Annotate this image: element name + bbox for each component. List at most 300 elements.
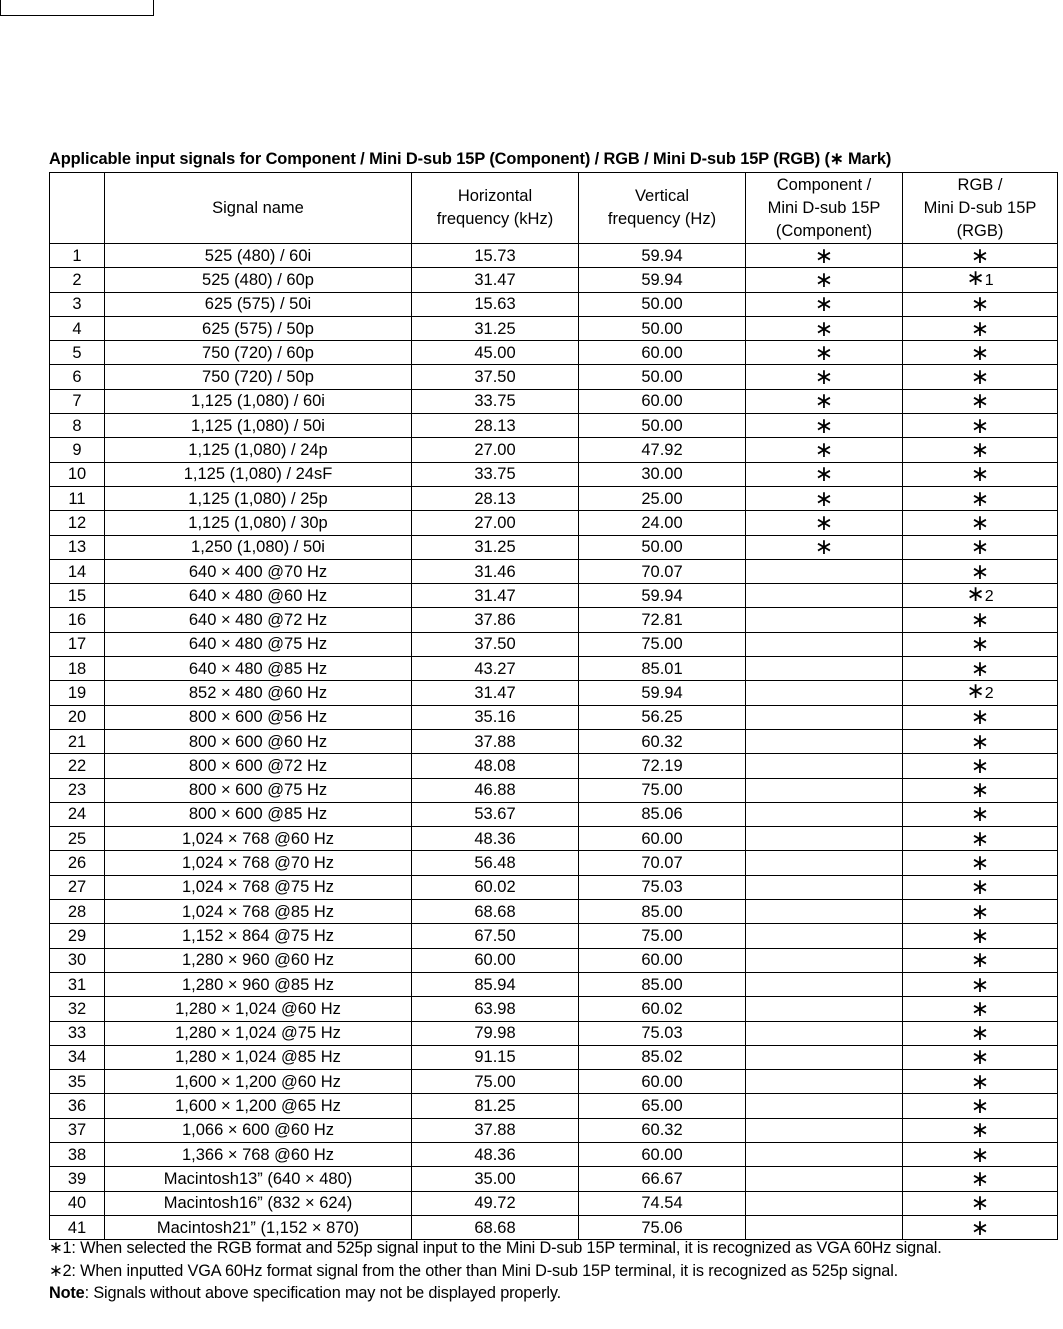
footnote-note	[49, 1282, 942, 1305]
cell-component-mark	[746, 1045, 903, 1069]
cell-no: 10	[50, 462, 105, 486]
table-row	[50, 632, 1058, 656]
table-row	[50, 1142, 1058, 1166]
cell-signal-name: 1,125 (1,080) / 24sF	[105, 462, 412, 486]
table-row	[50, 462, 1058, 486]
cell-rgb-mark: ∗	[903, 365, 1058, 389]
cell-component-mark: ∗	[746, 511, 903, 535]
cell-vertical-frequency: 74.54	[579, 1191, 746, 1215]
table-row	[50, 1021, 1058, 1045]
cell-component-mark	[746, 1142, 903, 1166]
cell-horizontal-frequency: 67.50	[412, 924, 579, 948]
cell-rgb-mark: ∗	[903, 900, 1058, 924]
cell-vertical-frequency: 47.92	[579, 438, 746, 462]
cell-signal-name: 640 × 480 @60 Hz	[105, 584, 412, 608]
table-row	[50, 1118, 1058, 1142]
cell-signal-name: 625 (575) / 50p	[105, 316, 412, 340]
cell-vertical-frequency: 70.07	[579, 559, 746, 583]
signal-table	[49, 172, 1058, 1240]
header-hfreq-line1: Horizontal	[457, 187, 533, 205]
cell-rgb-mark: ∗	[903, 414, 1058, 438]
cell-rgb-mark: ∗	[903, 924, 1058, 948]
table-row	[50, 268, 1058, 292]
footnotes	[49, 1237, 942, 1305]
cell-horizontal-frequency: 27.00	[412, 511, 579, 535]
cell-horizontal-frequency: 33.75	[412, 462, 579, 486]
cell-horizontal-frequency: 27.00	[412, 438, 579, 462]
cell-signal-name: Macintosh13” (640 × 480)	[105, 1167, 412, 1191]
cell-horizontal-frequency: 35.16	[412, 705, 579, 729]
cell-no: 13	[50, 535, 105, 559]
cell-rgb-mark: ∗	[903, 948, 1058, 972]
cell-horizontal-frequency: 31.25	[412, 316, 579, 340]
table-row	[50, 389, 1058, 413]
cell-no: 5	[50, 341, 105, 365]
cell-signal-name: 800 × 600 @75 Hz	[105, 778, 412, 802]
cell-no: 3	[50, 292, 105, 316]
cell-no: 26	[50, 851, 105, 875]
cell-signal-name: 1,280 × 1,024 @85 Hz	[105, 1045, 412, 1069]
cell-no: 41	[50, 1215, 105, 1239]
table-caption: Applicable input signals for Component / Mini D-sub 15P (Component) / RGB / Mini D-sub 15P (RGB) (∗ Mark)	[49, 150, 892, 168]
cell-vertical-frequency: 60.00	[579, 948, 746, 972]
cell-component-mark	[746, 729, 903, 753]
header-rgb	[903, 173, 1058, 244]
cell-no: 15	[50, 584, 105, 608]
cell-vertical-frequency: 72.19	[579, 754, 746, 778]
cell-no: 4	[50, 316, 105, 340]
cell-no: 1	[50, 244, 105, 268]
header-vfreq-line2: frequency (Hz)	[607, 210, 717, 228]
cell-signal-name: 800 × 600 @56 Hz	[105, 705, 412, 729]
cell-vertical-frequency: 75.00	[579, 924, 746, 948]
cell-rgb-mark: ∗	[903, 1094, 1058, 1118]
cell-no: 21	[50, 729, 105, 753]
cell-vertical-frequency: 70.07	[579, 851, 746, 875]
cell-vertical-frequency: 85.06	[579, 802, 746, 826]
cell-rgb-mark: ∗	[903, 462, 1058, 486]
cell-vertical-frequency: 75.03	[579, 875, 746, 899]
header-comp-line2: Mini D-sub 15P	[767, 198, 881, 217]
cell-signal-name: 1,125 (1,080) / 24p	[105, 438, 412, 462]
cell-rgb-mark: ∗	[903, 1191, 1058, 1215]
cell-horizontal-frequency: 15.73	[412, 244, 579, 268]
cell-signal-name: 640 × 480 @85 Hz	[105, 657, 412, 681]
table-row	[50, 438, 1058, 462]
footnote-2: ∗2: When inputted VGA 60Hz format signal from the other than Mini D-sub 15P terminal, it is recognized as 525p signal.	[49, 1261, 899, 1280]
cell-signal-name: 1,024 × 768 @70 Hz	[105, 851, 412, 875]
cell-horizontal-frequency: 37.86	[412, 608, 579, 632]
cell-horizontal-frequency: 31.47	[412, 681, 579, 705]
header-rgb-line1: RGB /	[957, 175, 1003, 194]
cell-horizontal-frequency: 37.88	[412, 729, 579, 753]
cell-horizontal-frequency: 37.50	[412, 365, 579, 389]
cell-component-mark: ∗	[746, 268, 903, 292]
table-row	[50, 244, 1058, 268]
table-row	[50, 972, 1058, 996]
cell-vertical-frequency: 59.94	[579, 268, 746, 292]
cell-component-mark	[746, 1070, 903, 1094]
cell-rgb-mark: ∗	[903, 535, 1058, 559]
cell-signal-name: 1,600 × 1,200 @60 Hz	[105, 1070, 412, 1094]
table-row	[50, 900, 1058, 924]
cell-signal-name: 1,024 × 768 @85 Hz	[105, 900, 412, 924]
cell-signal-name: Macintosh21” (1,152 × 870)	[105, 1215, 412, 1239]
cell-rgb-mark: ∗	[903, 875, 1058, 899]
cell-signal-name: 625 (575) / 50i	[105, 292, 412, 316]
cell-no: 8	[50, 414, 105, 438]
cell-no: 34	[50, 1045, 105, 1069]
cell-vertical-frequency: 25.00	[579, 486, 746, 510]
cell-vertical-frequency: 30.00	[579, 462, 746, 486]
cell-no: 2	[50, 268, 105, 292]
cell-no: 14	[50, 559, 105, 583]
cell-signal-name: 1,600 × 1,200 @65 Hz	[105, 1094, 412, 1118]
table-row	[50, 365, 1058, 389]
footnote-1: ∗1: When selected the RGB format and 525p signal input to the Mini D-sub 15P terminal, it is recognized as VGA 60Hz signal.	[49, 1239, 942, 1257]
cell-no: 28	[50, 900, 105, 924]
table-row	[50, 535, 1058, 559]
cell-signal-name: 640 × 400 @70 Hz	[105, 559, 412, 583]
cell-horizontal-frequency: 48.36	[412, 1142, 579, 1166]
cell-no: 30	[50, 948, 105, 972]
cell-signal-name: 852 × 480 @60 Hz	[105, 681, 412, 705]
cell-component-mark: ∗	[746, 414, 903, 438]
cell-vertical-frequency: 75.00	[579, 632, 746, 656]
header-vfreq-line1: Vertical	[634, 187, 690, 205]
cell-vertical-frequency: 59.94	[579, 681, 746, 705]
cell-vertical-frequency: 66.67	[579, 1167, 746, 1191]
cell-horizontal-frequency: 68.68	[412, 1215, 579, 1239]
cell-component-mark	[746, 1167, 903, 1191]
table-row	[50, 584, 1058, 608]
cell-component-mark	[746, 924, 903, 948]
cell-no: 17	[50, 632, 105, 656]
cell-horizontal-frequency: 31.46	[412, 559, 579, 583]
cell-component-mark	[746, 1021, 903, 1045]
cell-vertical-frequency: 50.00	[579, 365, 746, 389]
table-row	[50, 802, 1058, 826]
cell-vertical-frequency: 50.00	[579, 316, 746, 340]
table-row	[50, 827, 1058, 851]
cell-horizontal-frequency: 79.98	[412, 1021, 579, 1045]
cell-rgb-mark: ∗2	[903, 681, 1058, 705]
cell-component-mark	[746, 1191, 903, 1215]
cell-signal-name: 1,280 × 1,024 @60 Hz	[105, 997, 412, 1021]
cell-horizontal-frequency: 28.13	[412, 486, 579, 510]
header-horizontal-frequency	[412, 173, 579, 244]
cell-signal-name: 525 (480) / 60p	[105, 268, 412, 292]
cell-vertical-frequency: 50.00	[579, 535, 746, 559]
table-row	[50, 1094, 1058, 1118]
cell-horizontal-frequency: 68.68	[412, 900, 579, 924]
cell-component-mark	[746, 1094, 903, 1118]
cell-vertical-frequency: 59.94	[579, 584, 746, 608]
header-component	[746, 173, 903, 244]
cell-vertical-frequency: 60.00	[579, 1070, 746, 1094]
cell-signal-name: 800 × 600 @60 Hz	[105, 729, 412, 753]
table-row	[50, 559, 1058, 583]
cell-horizontal-frequency: 28.13	[412, 414, 579, 438]
cell-rgb-mark: ∗	[903, 1070, 1058, 1094]
cell-no: 19	[50, 681, 105, 705]
cell-component-mark: ∗	[746, 316, 903, 340]
cell-component-mark	[746, 948, 903, 972]
table-row	[50, 681, 1058, 705]
cell-vertical-frequency: 85.01	[579, 657, 746, 681]
cell-component-mark	[746, 875, 903, 899]
cell-no: 36	[50, 1094, 105, 1118]
cell-rgb-mark: ∗	[903, 827, 1058, 851]
cell-horizontal-frequency: 37.50	[412, 632, 579, 656]
cell-signal-name: 1,280 × 960 @85 Hz	[105, 972, 412, 996]
cell-no: 20	[50, 705, 105, 729]
header-hfreq-line2: frequency (kHz)	[436, 210, 554, 228]
cell-no: 9	[50, 438, 105, 462]
cell-no: 33	[50, 1021, 105, 1045]
cell-horizontal-frequency: 31.47	[412, 584, 579, 608]
cell-no: 16	[50, 608, 105, 632]
cell-component-mark	[746, 584, 903, 608]
cell-signal-name: 1,024 × 768 @75 Hz	[105, 875, 412, 899]
cell-signal-name: 1,125 (1,080) / 25p	[105, 486, 412, 510]
cell-vertical-frequency: 75.06	[579, 1215, 746, 1239]
table-row	[50, 486, 1058, 510]
cell-horizontal-frequency: 56.48	[412, 851, 579, 875]
cell-horizontal-frequency: 49.72	[412, 1191, 579, 1215]
cell-rgb-mark: ∗	[903, 851, 1058, 875]
cell-component-mark: ∗	[746, 438, 903, 462]
cell-rgb-mark: ∗	[903, 1215, 1058, 1239]
cell-component-mark: ∗	[746, 486, 903, 510]
header-rgb-line3: (RGB)	[956, 221, 1004, 240]
cell-signal-name: 1,125 (1,080) / 30p	[105, 511, 412, 535]
cell-component-mark	[746, 851, 903, 875]
table-row	[50, 705, 1058, 729]
cell-vertical-frequency: 75.00	[579, 778, 746, 802]
cell-horizontal-frequency: 85.94	[412, 972, 579, 996]
cell-component-mark	[746, 972, 903, 996]
table-row	[50, 414, 1058, 438]
cell-rgb-mark: ∗	[903, 754, 1058, 778]
header-no	[50, 173, 105, 244]
cell-vertical-frequency: 24.00	[579, 511, 746, 535]
cell-horizontal-frequency: 15.63	[412, 292, 579, 316]
table-row	[50, 316, 1058, 340]
cell-horizontal-frequency: 43.27	[412, 657, 579, 681]
cell-no: 27	[50, 875, 105, 899]
cell-signal-name: 800 × 600 @85 Hz	[105, 802, 412, 826]
cell-rgb-mark: ∗	[903, 1118, 1058, 1142]
table-row	[50, 948, 1058, 972]
table-row	[50, 1167, 1058, 1191]
cell-rgb-mark: ∗	[903, 1142, 1058, 1166]
cell-no: 38	[50, 1142, 105, 1166]
table-row	[50, 657, 1058, 681]
cell-rgb-mark: ∗	[903, 729, 1058, 753]
cell-rgb-mark: ∗	[903, 292, 1058, 316]
cell-signal-name: 1,366 × 768 @60 Hz	[105, 1142, 412, 1166]
cell-horizontal-frequency: 35.00	[412, 1167, 579, 1191]
cell-no: 24	[50, 802, 105, 826]
header-box	[0, 0, 154, 16]
cell-component-mark	[746, 778, 903, 802]
cell-component-mark: ∗	[746, 292, 903, 316]
cell-rgb-mark: ∗	[903, 778, 1058, 802]
table-row	[50, 754, 1058, 778]
cell-rgb-mark: ∗	[903, 705, 1058, 729]
cell-horizontal-frequency: 63.98	[412, 997, 579, 1021]
cell-no: 22	[50, 754, 105, 778]
cell-signal-name: 1,024 × 768 @60 Hz	[105, 827, 412, 851]
table-row	[50, 924, 1058, 948]
cell-rgb-mark: ∗	[903, 997, 1058, 1021]
cell-horizontal-frequency: 37.88	[412, 1118, 579, 1142]
cell-horizontal-frequency: 46.88	[412, 778, 579, 802]
cell-no: 35	[50, 1070, 105, 1094]
cell-component-mark: ∗	[746, 389, 903, 413]
cell-signal-name: 750 (720) / 50p	[105, 365, 412, 389]
cell-horizontal-frequency: 31.25	[412, 535, 579, 559]
table-row	[50, 778, 1058, 802]
cell-no: 25	[50, 827, 105, 851]
cell-component-mark: ∗	[746, 462, 903, 486]
cell-rgb-mark: ∗	[903, 486, 1058, 510]
table-row	[50, 1045, 1058, 1069]
cell-vertical-frequency: 60.00	[579, 341, 746, 365]
cell-rgb-mark: ∗	[903, 972, 1058, 996]
cell-vertical-frequency: 65.00	[579, 1094, 746, 1118]
cell-signal-name: 1,280 × 1,024 @75 Hz	[105, 1021, 412, 1045]
cell-horizontal-frequency: 53.67	[412, 802, 579, 826]
cell-no: 23	[50, 778, 105, 802]
header-comp-line3: (Component)	[775, 221, 873, 240]
note-text: : Signals without above specification may not be displayed properly.	[84, 1284, 561, 1302]
cell-horizontal-frequency: 60.02	[412, 875, 579, 899]
table-row	[50, 292, 1058, 316]
cell-vertical-frequency: 75.03	[579, 1021, 746, 1045]
cell-no: 32	[50, 997, 105, 1021]
cell-signal-name: 1,125 (1,080) / 60i	[105, 389, 412, 413]
cell-vertical-frequency: 60.32	[579, 1118, 746, 1142]
header-comp-line1: Component /	[776, 175, 872, 194]
cell-component-mark	[746, 559, 903, 583]
cell-component-mark	[746, 705, 903, 729]
table-row	[50, 729, 1058, 753]
cell-rgb-mark: ∗	[903, 802, 1058, 826]
cell-horizontal-frequency: 60.00	[412, 948, 579, 972]
cell-rgb-mark: ∗	[903, 559, 1058, 583]
cell-component-mark	[746, 632, 903, 656]
cell-rgb-mark: ∗	[903, 341, 1058, 365]
cell-signal-name: 1,066 × 600 @60 Hz	[105, 1118, 412, 1142]
cell-rgb-mark: ∗	[903, 1167, 1058, 1191]
table-row	[50, 608, 1058, 632]
cell-signal-name: Macintosh16” (832 × 624)	[105, 1191, 412, 1215]
cell-no: 31	[50, 972, 105, 996]
table-row	[50, 1070, 1058, 1094]
cell-component-mark	[746, 997, 903, 1021]
cell-signal-name: 800 × 600 @72 Hz	[105, 754, 412, 778]
cell-vertical-frequency: 50.00	[579, 414, 746, 438]
cell-component-mark	[746, 900, 903, 924]
cell-vertical-frequency: 60.32	[579, 729, 746, 753]
cell-horizontal-frequency: 91.15	[412, 1045, 579, 1069]
cell-component-mark	[746, 827, 903, 851]
header-signal-name: Signal name	[105, 173, 412, 244]
table-header-row	[50, 173, 1058, 244]
cell-rgb-mark: ∗	[903, 1045, 1058, 1069]
cell-component-mark	[746, 1118, 903, 1142]
header-rgb-line2: Mini D-sub 15P	[923, 198, 1037, 217]
cell-signal-name: 1,152 × 864 @75 Hz	[105, 924, 412, 948]
cell-vertical-frequency: 60.00	[579, 1142, 746, 1166]
cell-no: 12	[50, 511, 105, 535]
cell-rgb-mark: ∗	[903, 438, 1058, 462]
cell-signal-name: 1,250 (1,080) / 50i	[105, 535, 412, 559]
cell-rgb-mark: ∗2	[903, 584, 1058, 608]
cell-rgb-mark: ∗	[903, 1021, 1058, 1045]
cell-horizontal-frequency: 45.00	[412, 341, 579, 365]
cell-no: 37	[50, 1118, 105, 1142]
cell-rgb-mark: ∗	[903, 389, 1058, 413]
cell-rgb-mark: ∗	[903, 608, 1058, 632]
cell-horizontal-frequency: 81.25	[412, 1094, 579, 1118]
cell-component-mark: ∗	[746, 244, 903, 268]
cell-vertical-frequency: 60.02	[579, 997, 746, 1021]
header-vertical-frequency	[579, 173, 746, 244]
cell-component-mark: ∗	[746, 341, 903, 365]
cell-rgb-mark: ∗1	[903, 268, 1058, 292]
cell-horizontal-frequency: 75.00	[412, 1070, 579, 1094]
cell-vertical-frequency: 60.00	[579, 827, 746, 851]
cell-rgb-mark: ∗	[903, 632, 1058, 656]
table-row	[50, 851, 1058, 875]
cell-vertical-frequency: 85.00	[579, 900, 746, 924]
cell-no: 6	[50, 365, 105, 389]
cell-no: 40	[50, 1191, 105, 1215]
cell-rgb-mark: ∗	[903, 511, 1058, 535]
cell-component-mark	[746, 681, 903, 705]
cell-vertical-frequency: 50.00	[579, 292, 746, 316]
cell-component-mark	[746, 657, 903, 681]
cell-signal-name: 1,125 (1,080) / 50i	[105, 414, 412, 438]
cell-vertical-frequency: 85.02	[579, 1045, 746, 1069]
cell-component-mark	[746, 754, 903, 778]
cell-no: 18	[50, 657, 105, 681]
cell-vertical-frequency: 60.00	[579, 389, 746, 413]
table-row	[50, 997, 1058, 1021]
cell-rgb-mark: ∗	[903, 244, 1058, 268]
cell-component-mark: ∗	[746, 365, 903, 389]
table-row	[50, 341, 1058, 365]
cell-no: 29	[50, 924, 105, 948]
cell-signal-name: 525 (480) / 60i	[105, 244, 412, 268]
cell-no: 7	[50, 389, 105, 413]
cell-horizontal-frequency: 31.47	[412, 268, 579, 292]
cell-signal-name: 750 (720) / 60p	[105, 341, 412, 365]
table-row	[50, 511, 1058, 535]
cell-component-mark: ∗	[746, 535, 903, 559]
cell-rgb-mark: ∗	[903, 316, 1058, 340]
cell-signal-name: 640 × 480 @75 Hz	[105, 632, 412, 656]
cell-no: 11	[50, 486, 105, 510]
cell-vertical-frequency: 72.81	[579, 608, 746, 632]
cell-component-mark	[746, 802, 903, 826]
cell-signal-name: 640 × 480 @72 Hz	[105, 608, 412, 632]
cell-component-mark	[746, 608, 903, 632]
cell-horizontal-frequency: 48.08	[412, 754, 579, 778]
